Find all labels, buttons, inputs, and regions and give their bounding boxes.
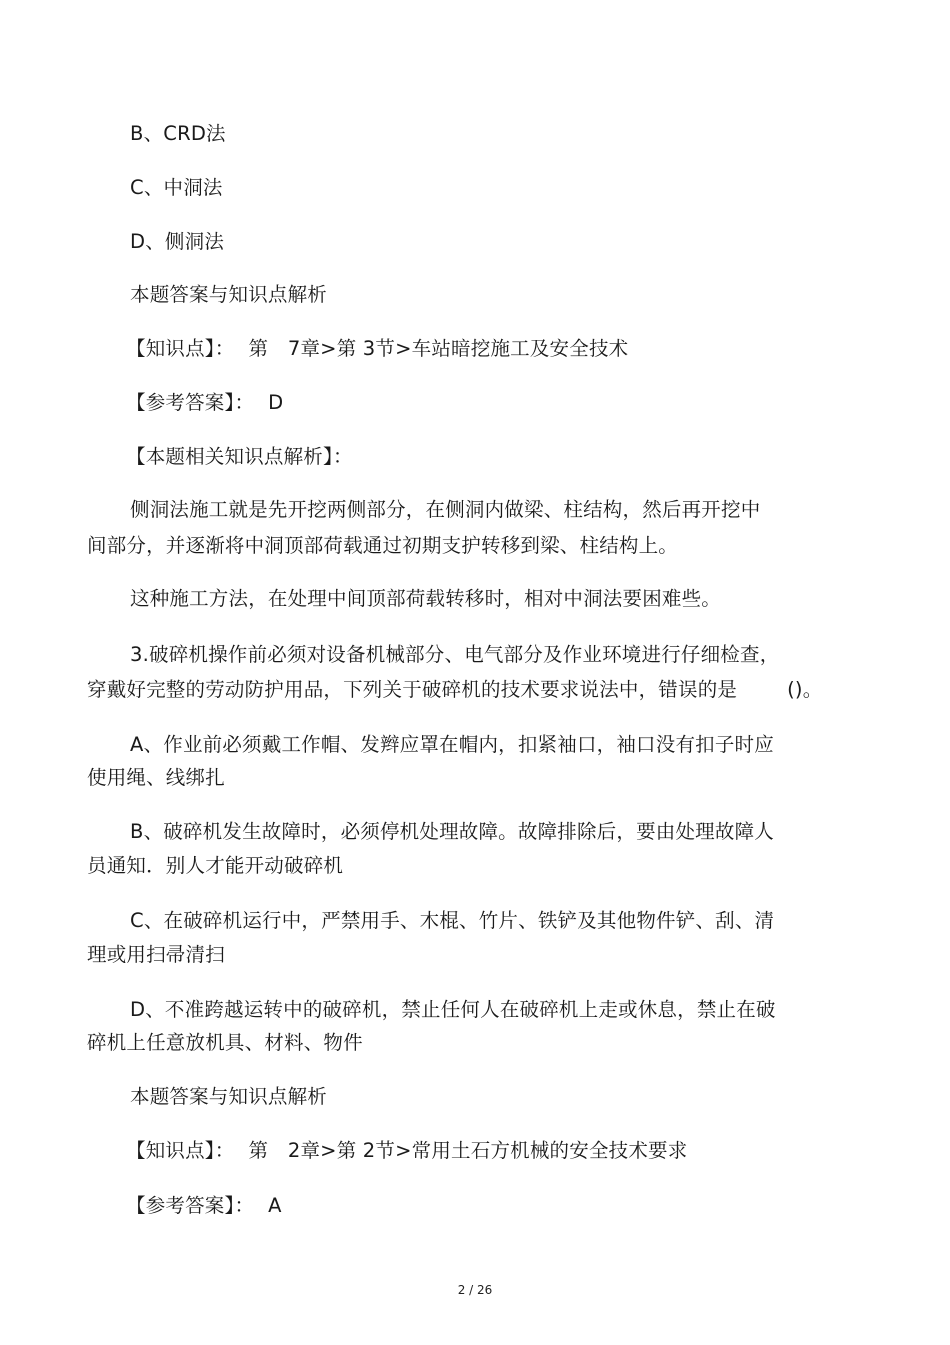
option-d: D、侧洞法 [130, 230, 225, 253]
question-stem-line: 3.破碎机操作前必须对设备机械部分、电气部分及作业环境进行仔细检查， [130, 643, 780, 666]
knowledge-point: 【知识点】： 第 2章>第 2节>常用土石方机械的安全技术要求 [126, 1139, 688, 1162]
reference-answer: 【参考答案】： D [126, 391, 284, 414]
option-b: B、CRD法 [130, 122, 226, 145]
analysis-text-line: 这种施工方法，在处理中间顶部荷载转移时，相对中洞法要困难些。 [130, 587, 722, 610]
option-c-line1: C、在破碎机运行中，严禁用手、木棍、竹片、铁铲及其他物件铲、刮、清 [130, 909, 775, 932]
reference-answer: 【参考答案】： A [126, 1194, 282, 1217]
option-c-line2: 理或用扫帚清扫 [87, 943, 225, 966]
option-a-line2: 使用绳、线绑扎 [87, 766, 225, 789]
page-number: 2 / 26 [457, 1283, 493, 1297]
related-analysis-label: 【本题相关知识点解析】： [126, 445, 353, 468]
option-b-line2: 员通知．别人才能开动破碎机 [87, 854, 344, 877]
option-d-line1: D、不准跨越运转中的破碎机，禁止任何人在破碎机上走或休息，禁止在破 [130, 998, 776, 1021]
option-d-line2: 碎机上任意放机具、材料、物件 [87, 1031, 363, 1054]
option-a-line1: A、作业前必须戴工作帽、发辫应罩在帽内，扣紧袖口，袖口没有扣子时应 [130, 733, 774, 756]
option-b-line1: B、破碎机发生故障时，必须停机处理故障。故障排除后，要由处理故障人 [130, 820, 774, 843]
knowledge-point: 【知识点】： 第 7章>第 3节>车站暗挖施工及安全技术 [126, 337, 629, 360]
analysis-text-line: 侧洞法施工就是先开挖两侧部分，在侧洞内做梁、柱结构，然后再开挖中 [130, 498, 761, 521]
analysis-heading: 本题答案与知识点解析 [130, 283, 328, 306]
question-stem-line: 穿戴好完整的劳动防护用品，下列关于破碎机的技术要求说法中，错误的是 ()。 [87, 678, 823, 701]
option-c: C、中洞法 [130, 176, 223, 199]
analysis-text-line: 间部分，并逐渐将中洞顶部荷载通过初期支护转移到梁、柱结构上。 [87, 534, 679, 557]
analysis-heading: 本题答案与知识点解析 [130, 1085, 328, 1108]
